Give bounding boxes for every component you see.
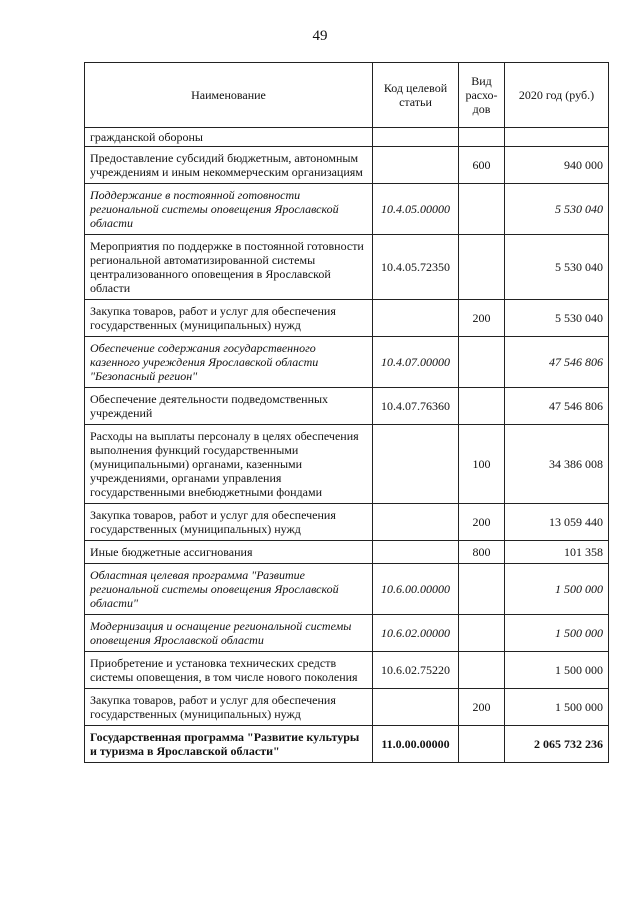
cell-expense-type xyxy=(459,615,505,652)
cell-name: Государственная программа "Развитие культуры и туризма в Ярославской области" xyxy=(85,726,373,763)
cell-expense-type: 200 xyxy=(459,689,505,726)
cell-name: Закупка товаров, работ и услуг для обеспечения государственных (муниципальных) нужд xyxy=(85,300,373,337)
table-row xyxy=(85,504,609,541)
table-row xyxy=(85,726,609,763)
cell-amount: 1 500 000 xyxy=(505,615,609,652)
cell-expense-type xyxy=(459,726,505,763)
cell-amount: 5 530 040 xyxy=(505,184,609,235)
header-code: Код целевой статьи xyxy=(373,63,459,128)
cell-expense-type xyxy=(459,337,505,388)
cell-expense-type: 200 xyxy=(459,300,505,337)
cell-amount: 5 530 040 xyxy=(505,235,609,300)
cell-name: Областная целевая программа "Развитие региональной системы оповещения Ярославской области" xyxy=(85,564,373,615)
cell-amount: 47 546 806 xyxy=(505,388,609,425)
cell-name: Закупка товаров, работ и услуг для обеспечения государственных (муниципальных) нужд xyxy=(85,504,373,541)
cell-name: Расходы на выплаты персоналу в целях обеспечения выполнения функций государственными (муниципальными) органами, казенными учреждениями, органами управления государственными внебюджетными фондами xyxy=(85,425,373,504)
cell-expense-type xyxy=(459,235,505,300)
cell-amount: 1 500 000 xyxy=(505,689,609,726)
cell-name: гражданской обороны xyxy=(85,128,373,147)
cell-expense-type xyxy=(459,128,505,147)
header-name: Наименование xyxy=(85,63,373,128)
cell-name: Мероприятия по поддержке в постоянной готовности региональной автоматизированной системы централизованного оповещения в Ярославской области xyxy=(85,235,373,300)
cell-name: Модернизация и оснащение региональной системы оповещения Ярославской области xyxy=(85,615,373,652)
cell-name: Обеспечение деятельности подведомственных учреждений xyxy=(85,388,373,425)
cell-name: Предоставление субсидий бюджетным, автономным учреждениям и иным некоммерческим организациям xyxy=(85,147,373,184)
table-row xyxy=(85,235,609,300)
cell-name: Обеспечение содержания государственного казенного учреждения Ярославской области "Безопасный регион" xyxy=(85,337,373,388)
cell-amount: 940 000 xyxy=(505,147,609,184)
table-body xyxy=(85,128,609,763)
cell-amount: 2 065 732 236 xyxy=(505,726,609,763)
cell-amount: 101 358 xyxy=(505,541,609,564)
cell-amount: 34 386 008 xyxy=(505,425,609,504)
table-row xyxy=(85,337,609,388)
cell-code xyxy=(373,689,459,726)
cell-amount xyxy=(505,128,609,147)
cell-code: 10.4.07.00000 xyxy=(373,337,459,388)
cell-code: 10.6.02.00000 xyxy=(373,615,459,652)
table-row xyxy=(85,425,609,504)
cell-expense-type: 100 xyxy=(459,425,505,504)
cell-amount: 5 530 040 xyxy=(505,300,609,337)
table-row xyxy=(85,541,609,564)
header-amount-2020: 2020 год (руб.) xyxy=(505,63,609,128)
cell-amount: 13 059 440 xyxy=(505,504,609,541)
cell-code xyxy=(373,128,459,147)
cell-code: 10.4.07.76360 xyxy=(373,388,459,425)
cell-amount: 1 500 000 xyxy=(505,564,609,615)
cell-expense-type xyxy=(459,388,505,425)
cell-name: Закупка товаров, работ и услуг для обеспечения государственных (муниципальных) нужд xyxy=(85,689,373,726)
cell-code xyxy=(373,504,459,541)
cell-code: 10.4.05.00000 xyxy=(373,184,459,235)
budget-table xyxy=(84,62,609,763)
cell-expense-type: 600 xyxy=(459,147,505,184)
table-row xyxy=(85,564,609,615)
table-row xyxy=(85,388,609,425)
cell-code xyxy=(373,541,459,564)
cell-code: 10.6.02.75220 xyxy=(373,652,459,689)
cell-name: Поддержание в постоянной готовности региональной системы оповещения Ярославской области xyxy=(85,184,373,235)
cell-code xyxy=(373,425,459,504)
table-row xyxy=(85,652,609,689)
cell-amount: 47 546 806 xyxy=(505,337,609,388)
table-row xyxy=(85,147,609,184)
cell-expense-type: 800 xyxy=(459,541,505,564)
cell-code: 10.4.05.72350 xyxy=(373,235,459,300)
cell-name: Приобретение и установка технических средств системы оповещения, в том числе нового поколения xyxy=(85,652,373,689)
table-header-row xyxy=(85,63,609,128)
table-row xyxy=(85,615,609,652)
cell-name: Иные бюджетные ассигнования xyxy=(85,541,373,564)
cell-expense-type: 200 xyxy=(459,504,505,541)
table-row xyxy=(85,128,609,147)
cell-amount: 1 500 000 xyxy=(505,652,609,689)
cell-code xyxy=(373,300,459,337)
page-number: 49 xyxy=(312,28,328,44)
cell-code: 10.6.00.00000 xyxy=(373,564,459,615)
cell-code xyxy=(373,147,459,184)
cell-expense-type xyxy=(459,564,505,615)
cell-expense-type xyxy=(459,184,505,235)
header-expense-type: Вид расхо-дов xyxy=(459,63,505,128)
cell-code: 11.0.00.00000 xyxy=(373,726,459,763)
cell-expense-type xyxy=(459,652,505,689)
table-row xyxy=(85,300,609,337)
table-row xyxy=(85,689,609,726)
table-row xyxy=(85,184,609,235)
